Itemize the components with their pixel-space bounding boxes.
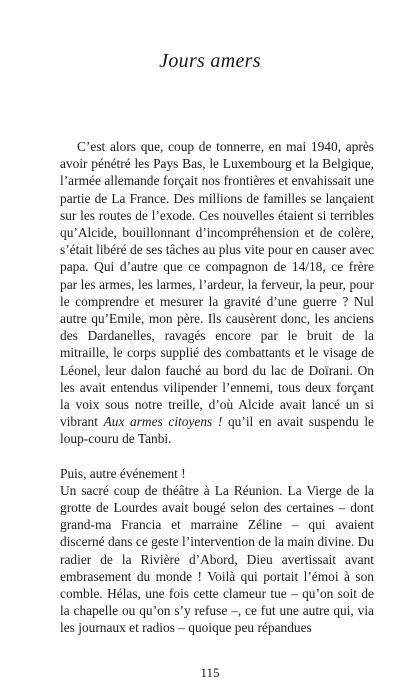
paragraph-1-text-end: qu’il en avait suspendu le loup-couru de Tanbi. (60, 414, 374, 447)
paragraph-3: Un sacré coup de théâtre à La Réunion. La Vierge de la grotte de Lourdes avait bougé selon des certaines – dont grand-ma Francia et marraine Zéline – qui avaient discerné dans ce geste l’intervention de la main divine. Du radier de la Rivière d’Abord, Dieu avertissait avant embrasement du monde ! Voilà qui portait l’émoi à son comble. Hélas, une fois cette clameur tue – qu’on soit de la chapelle ou qu’on s’y refuse –, ce fut une autre qui, via les journaux et radios – quoique peu répandues (60, 482, 374, 636)
page-number: 115 (200, 665, 220, 680)
paragraph-1 (60, 138, 374, 448)
chapter-title: Jours amers (159, 50, 261, 72)
paragraph-1-text: C’est alors que, coup de tonnerre, en mai 1940, après avoir pénétré les Pays Bas, le Luxembourg et la Belgique, l’armée allemande forçait nos frontières et envahissait une partie de La France. Des millions de familles se lançaient sur les routes de l’exode. Ces nouvelles étaient si terribles qu’Alcide, bouillonnant d’incompréhension et de colère, s’était libéré de ses tâches au plus vite pour en causer avec papa. Qui d’autre que ce compagnon de 14/18, ce frère par les armes, les larmes, l’ardeur, la ferveur, la peur, pour le comprendre et mesurer la gravité d’une guerre ? Nul autre qu’Emile, mon père. Ils causèrent donc, les anciens des Dardanelles, ravagés encore par le bruit de la mitraille, le corps supplié des combattants et le visage de Léonel, leur dalon fauché au bord du lac de Doïrani. On les avait entendus vilipender l’ennemi, tous deux forçant la voix sous notre treille, d’où Alcide avait lancé un si vibrant (60, 139, 374, 430)
body-text (60, 138, 374, 637)
paragraph-2: Puis, autre événement ! (60, 465, 186, 481)
paragraph-1-italic: Aux armes citoyens ! (103, 414, 223, 430)
